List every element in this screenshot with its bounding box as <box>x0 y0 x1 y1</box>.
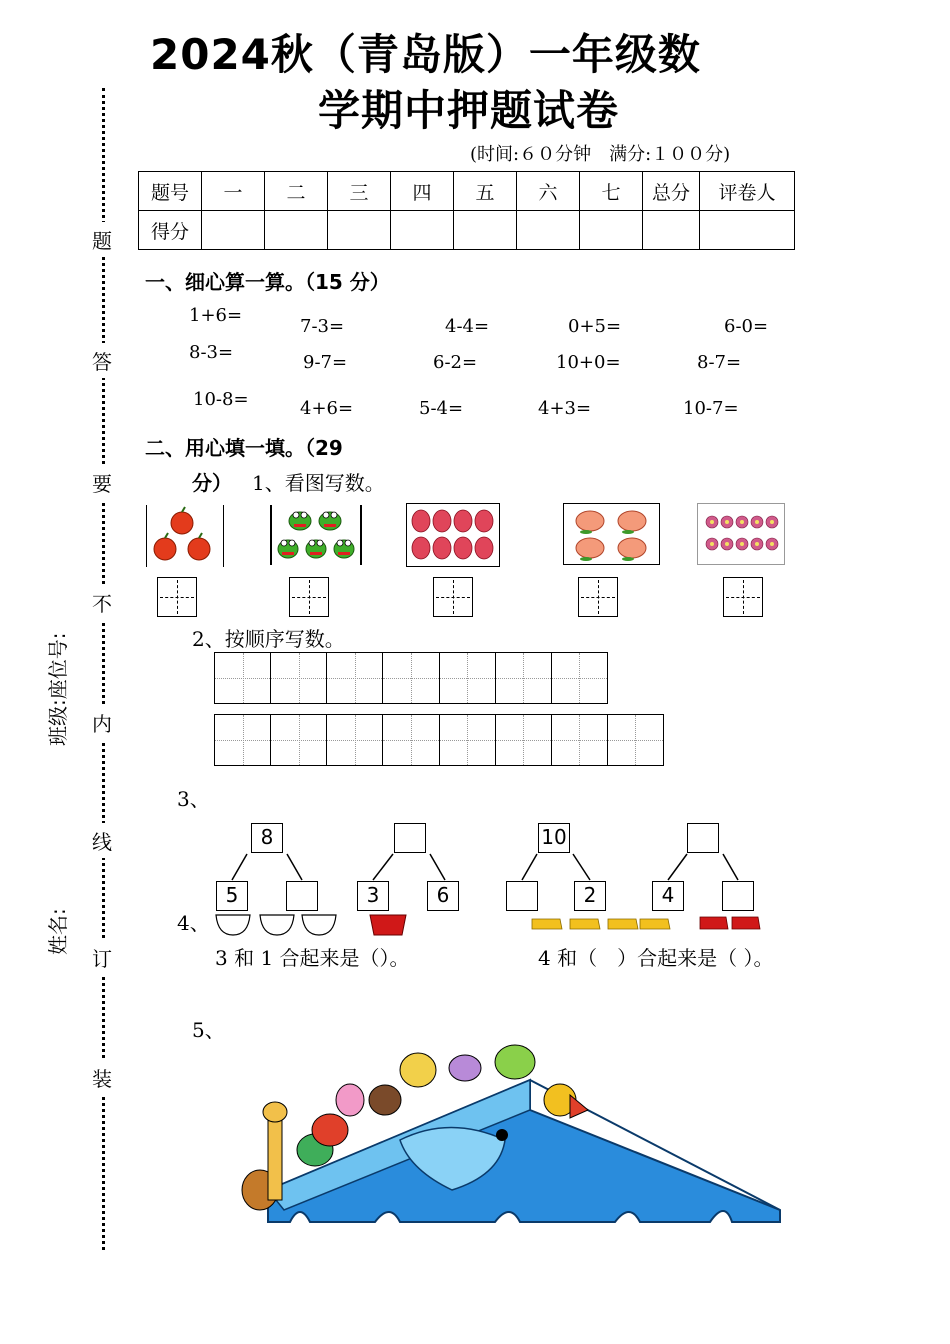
score-input-cell[interactable] <box>700 211 795 250</box>
score-input-cell[interactable] <box>391 211 454 250</box>
frogs-picture <box>270 505 362 565</box>
equation: 6-0= <box>724 316 769 337</box>
section1-heading: 一、细心算一算。（15 分） <box>145 270 390 294</box>
equation: 4-4= <box>445 316 490 337</box>
score-table-header-row <box>139 172 795 211</box>
q1-label: 1、看图写数。 <box>252 471 385 495</box>
score-input-cell[interactable] <box>454 211 517 250</box>
tree-left-box[interactable] <box>506 881 538 911</box>
tree-top-box[interactable] <box>394 823 426 853</box>
equation: 8-7= <box>697 352 742 373</box>
side-char: 订 <box>92 940 112 975</box>
fish-picture <box>406 503 500 567</box>
flowers-picture <box>697 503 785 565</box>
table-cell: 得分 <box>139 211 202 250</box>
answer-box[interactable] <box>289 577 329 617</box>
score-input-cell[interactable] <box>202 211 265 250</box>
page-title-line1: 2024秋（青岛版）一年级数 <box>150 30 701 79</box>
exam-meta: (时间:６０分钟 满分:１００分) <box>470 144 731 165</box>
side-char: 不 <box>92 585 112 620</box>
score-input-cell[interactable] <box>517 211 580 250</box>
shoes-picture <box>530 911 770 935</box>
side-char: 要 <box>92 465 112 500</box>
score-input-cell[interactable] <box>265 211 328 250</box>
equation: 10+0= <box>556 352 621 373</box>
answer-box[interactable] <box>723 577 763 617</box>
equation: 9-7= <box>303 352 348 373</box>
name-label-wrap <box>42 895 72 955</box>
table-cell: 评卷人 <box>700 172 795 211</box>
q4-label: 4、 <box>177 911 210 935</box>
equation: 10-7= <box>683 398 739 419</box>
side-char: 线 <box>92 823 112 858</box>
equation: 0+5= <box>568 316 622 337</box>
answer-box[interactable] <box>157 577 197 617</box>
tree-right-box[interactable]: 2 <box>574 881 606 911</box>
table-cell: 二 <box>265 172 328 211</box>
equation: 7-3= <box>300 316 345 337</box>
equation: 4+6= <box>300 398 354 419</box>
class-seat-label: 班级:座位号: <box>46 632 70 746</box>
side-char: 内 <box>92 705 112 740</box>
tree-right-box[interactable] <box>722 881 754 911</box>
q4-text-b: 4 和（ ）合起来是（ ）。 <box>538 946 774 970</box>
q2-label: 2、按顺序写数。 <box>192 627 345 651</box>
tree-top-box[interactable] <box>687 823 719 853</box>
sequence-grid-row1[interactable] <box>214 652 608 704</box>
table-cell: 三 <box>328 172 391 211</box>
tree-right-box[interactable]: 6 <box>427 881 459 911</box>
side-char: 答 <box>92 343 112 378</box>
table-cell: 六 <box>517 172 580 211</box>
q5-label: 5、 <box>192 1018 225 1042</box>
equation: 8-3= <box>189 342 234 363</box>
q3-label: 3、 <box>177 787 210 811</box>
table-cell: 四 <box>391 172 454 211</box>
tree-left-box[interactable]: 4 <box>652 881 684 911</box>
tree-top-box[interactable]: 8 <box>251 823 283 853</box>
table-cell: 题号 <box>139 172 202 211</box>
page-title-line2: 学期中押题试卷 <box>318 86 620 135</box>
tree-top-box[interactable]: 10 <box>538 823 570 853</box>
answer-box[interactable] <box>578 577 618 617</box>
score-table <box>138 171 795 250</box>
answer-box[interactable] <box>433 577 473 617</box>
section2-heading-cont: 分） <box>192 471 232 495</box>
sequence-grid-row2[interactable] <box>214 714 664 766</box>
q4-text-a: 3 和 1 合起来是（）。 <box>215 946 410 970</box>
score-input-cell[interactable] <box>643 211 700 250</box>
table-cell: 七 <box>580 172 643 211</box>
table-cell: 总分 <box>643 172 700 211</box>
section2-heading: 二、用心填一填。（29 <box>145 436 343 460</box>
tree-right-box[interactable] <box>286 881 318 911</box>
tree-left-box[interactable]: 5 <box>216 881 248 911</box>
table-cell: 五 <box>454 172 517 211</box>
side-char: 装 <box>92 1060 112 1095</box>
score-table-score-row <box>139 211 795 250</box>
name-label: 姓名: <box>46 908 70 955</box>
animals-slide-picture <box>220 1040 790 1230</box>
table-cell: 一 <box>202 172 265 211</box>
equation: 6-2= <box>433 352 478 373</box>
equation: 5-4= <box>419 398 464 419</box>
class-seat-label-wrap <box>42 596 72 746</box>
equation: 1+6= <box>189 305 243 326</box>
apples-picture <box>146 505 224 567</box>
bowls-picture <box>214 911 414 939</box>
peaches-picture <box>563 503 660 565</box>
side-char: 题 <box>92 222 112 257</box>
score-input-cell[interactable] <box>580 211 643 250</box>
tree-left-box[interactable]: 3 <box>357 881 389 911</box>
score-input-cell[interactable] <box>328 211 391 250</box>
equation: 10-8= <box>193 389 249 410</box>
equation: 4+3= <box>538 398 592 419</box>
